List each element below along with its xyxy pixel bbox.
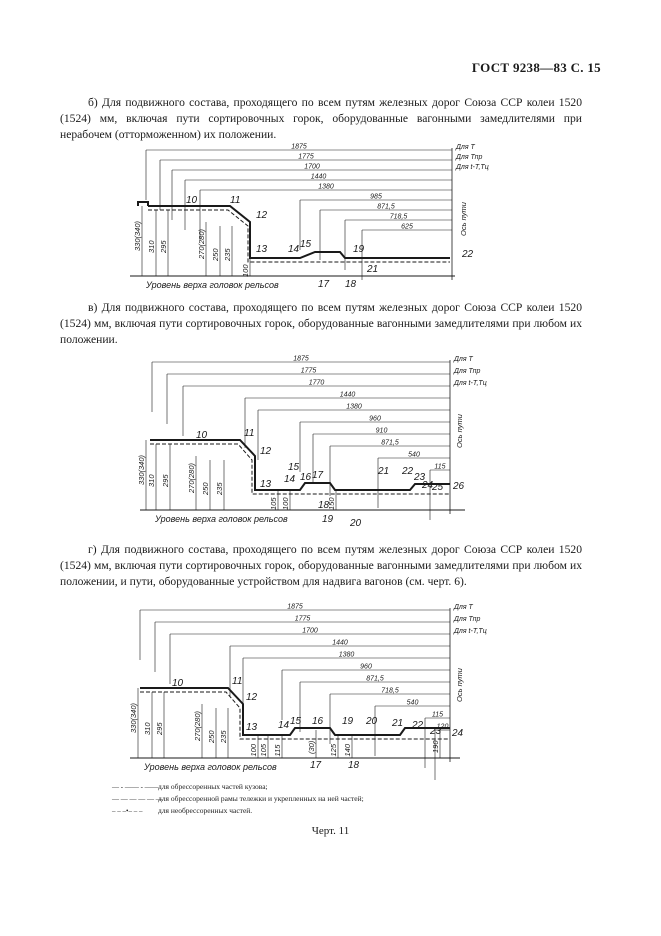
dimension-label: 1700 (304, 163, 320, 171)
vertical-dimension-label: 100 (281, 497, 290, 510)
point-label: 19 (342, 716, 354, 727)
point-label: 16 (300, 472, 312, 483)
vertical-dimension-label: 150 (327, 497, 336, 510)
point-label: 12 (246, 692, 258, 703)
point-label: 20 (350, 518, 362, 529)
vertical-dimension-label: 235 (215, 482, 224, 495)
point-label: 17 (312, 470, 324, 481)
vertical-dimension (327, 490, 336, 510)
vertical-dimension (259, 735, 268, 758)
dimension-lines-g (140, 604, 450, 781)
vertical-dimension (343, 735, 352, 758)
dimension-label: 540 (408, 451, 420, 459)
dimension-label: 1700 (302, 627, 318, 635)
point-label: 23 (430, 726, 442, 737)
vertical-dimension (143, 692, 152, 758)
vertical-dimension-label: 295 (159, 240, 168, 253)
vertical-dimension (155, 692, 164, 758)
dimension-label: 718,5 (389, 213, 408, 221)
vertical-dimension-label: 250 (201, 482, 210, 495)
vertical-dimension-label: 270(280) (187, 462, 196, 493)
vertical-dimension (207, 708, 216, 758)
vertical-dimension (197, 222, 206, 276)
dimension-label: 1775 (298, 153, 314, 161)
vertical-dimension-label: 270(280) (197, 228, 206, 259)
point-label: 17 (310, 760, 322, 771)
vertical-dimension (211, 226, 220, 276)
legend-row (112, 781, 364, 793)
ground-label-v: Уровень верха головок рельсов (155, 514, 288, 524)
point-label: 13 (246, 722, 258, 733)
legend (112, 781, 364, 817)
vertical-dimension-label: 105 (259, 743, 268, 757)
dimension-line (170, 628, 450, 685)
ground-label-g: Уровень верха головок рельсов (144, 762, 277, 772)
point-label: 22 (402, 466, 414, 477)
point-label: 11 (232, 676, 243, 687)
vertical-dimension-label: 310 (147, 474, 156, 487)
dimension-label: 985 (370, 193, 382, 201)
point-label: 14 (278, 720, 290, 731)
legend-row (112, 793, 364, 805)
vertical-dimension-label: 250 (211, 248, 220, 261)
point-label: 15 (288, 462, 300, 473)
dimension-line (243, 652, 450, 709)
dimension-label: 115 (434, 463, 446, 471)
vertical-dimension (147, 444, 156, 510)
vertical-dimension (193, 704, 202, 758)
dimension-label: 1875 (291, 143, 307, 151)
dimension-label: 871,5 (377, 203, 395, 211)
point-label: 11 (230, 195, 241, 206)
axis-label-v: Ось пути (455, 414, 464, 448)
dimension-label: 1440 (332, 639, 348, 647)
ground-label-b: Уровень верха головок рельсов (146, 280, 279, 290)
point-label: 26 (453, 481, 465, 492)
dimension-line (146, 144, 452, 201)
point-label: 10 (196, 430, 208, 441)
point-label: 19 (322, 514, 334, 525)
vertical-dimension (307, 730, 316, 758)
vertical-dimension (219, 708, 228, 758)
paragraph-v: в) Для подвижного состава, проходящего по всем путям железных дорог Союза ССР колеи 1520 (1524) мм, включая пути сортировочных горок, оборудованные вагонными замедлителями при любом их положении. (60, 301, 582, 346)
right-labels-b (455, 144, 489, 171)
vertical-dimension-label: 100 (241, 264, 250, 277)
vertical-dimension-label: 330(340) (137, 454, 146, 485)
point-label: 20 (366, 716, 378, 727)
paragraph-b: б) Для подвижного состава, проходящего по всем путям железных дорог Союза ССР колеи 1520 (1524) мм, включая пути сортировочных горок, оборудованные вагонными замедлителями при нерабочем (отторможенном) их положении. (60, 96, 582, 141)
dimension-label: 1775 (294, 615, 311, 623)
point-label: 24 (452, 728, 464, 739)
vertical-dimension (137, 440, 146, 510)
point-label: 18 (318, 500, 330, 511)
dimension-label: 871,5 (366, 675, 384, 683)
legend-text: для необрессоренных частей. (158, 806, 253, 815)
vertical-dimension-label: 295 (161, 474, 170, 487)
vertical-dimension (147, 210, 156, 276)
dimension-line (160, 154, 452, 211)
vertical-dimension-label: 115 (273, 744, 282, 757)
vertical-dimension-label: 310 (143, 722, 152, 735)
vertical-dimension (159, 210, 168, 276)
dimension-label: 960 (369, 415, 381, 423)
dimension-line (258, 404, 450, 461)
gauge-diagram-g (0, 600, 661, 770)
point-label: 14 (284, 474, 296, 485)
vertical-dimension (129, 688, 138, 758)
point-label: 16 (312, 716, 324, 727)
legend-text: для обрессоренной рамы тележки и укрепленных на ней частей; (158, 794, 364, 803)
dimension-label: 1770 (308, 379, 325, 387)
vertical-dimension-label: 190 (431, 740, 440, 753)
dimension-line (300, 194, 452, 251)
vertical-dimension-label: 270(280) (193, 710, 202, 741)
point-label: 22 (412, 720, 424, 731)
vertical-dimension-label: 310 (147, 240, 156, 253)
point-label: 15 (300, 239, 312, 250)
vertical-dimension (241, 258, 250, 277)
dimension-line (167, 368, 450, 425)
point-label: 18 (345, 279, 357, 290)
point-label: 21 (378, 466, 390, 477)
point-label: 10 (186, 195, 198, 206)
right-label: Для Тпр (454, 616, 481, 623)
dimension-label: 115 (431, 711, 444, 719)
point-label: 21 (392, 718, 404, 729)
axis-label-b: Ось пути (459, 202, 468, 236)
vertical-dimension-label: 235 (223, 248, 232, 261)
axis-label-g: Ось пути (455, 668, 464, 702)
dimension-label: 910 (375, 427, 388, 435)
point-label: 23 (414, 472, 426, 483)
vertical-dimension (201, 460, 210, 510)
dimension-line (152, 356, 450, 413)
dimension-label: 540 (406, 699, 419, 707)
vertical-dimension-label: 330(340) (133, 220, 142, 251)
right-label: Для Т (456, 144, 475, 151)
vertical-dimension-label: 330(340) (129, 702, 138, 733)
point-label: 17 (318, 279, 330, 290)
legend-line: – – –•– – – (112, 807, 143, 815)
point-label: 19 (353, 244, 365, 255)
right-label: Для t-Т,Тц (454, 628, 487, 635)
point-label: 12 (256, 210, 268, 221)
figure-caption: Черт. 11 (311, 825, 350, 837)
page-header: ГОСТ 9238—83 С. 15 (471, 60, 601, 75)
profile-outline-g (140, 688, 450, 735)
dimension-line (425, 712, 450, 769)
gauge-diagram-v (0, 350, 661, 530)
dimension-line (183, 380, 450, 437)
right-label: Для t-Т,Тц (454, 380, 487, 387)
vertical-dimension (223, 226, 232, 276)
point-label: 15 (290, 716, 302, 727)
dimension-lines-b (146, 144, 452, 281)
right-label: Для Т (454, 604, 473, 611)
point-label: 10 (172, 678, 184, 689)
right-labels-v (453, 356, 487, 387)
vertical-dimension (215, 460, 224, 510)
dimension-label: 625 (401, 223, 413, 231)
dimension-label: 120 (436, 723, 449, 731)
dimension-line (172, 164, 452, 221)
right-label: Для Т (454, 356, 473, 363)
dimension-label: 1440 (310, 173, 327, 181)
point-label: 13 (256, 244, 268, 255)
dimension-line (300, 416, 450, 473)
dimension-label: 1380 (346, 403, 362, 411)
point-label: 24 (422, 480, 434, 491)
point-label: 11 (244, 428, 255, 439)
vertical-dimension-label: 295 (155, 722, 164, 735)
gauge-diagram-b (0, 140, 661, 290)
vertical-dimension (249, 735, 258, 758)
dimension-label: 871,5 (381, 439, 399, 447)
right-label: Для Тпр (454, 368, 481, 375)
dimension-label: 1775 (300, 367, 317, 375)
legend-line: — - —— - —— (112, 783, 159, 791)
dimension-line (245, 392, 450, 449)
point-label: 14 (288, 244, 300, 255)
dimension-label: 1380 (338, 651, 355, 659)
paragraph-g: г) Для подвижного состава, проходящего по всем путям железных дорог Союза ССР колеи 1520 (1524) мм, включая пути сортировочных горок, оборудованные вагонными замедлителями при любом их положении, и пути, оборудованные устройством для надвига вагонов (см. черт. 6). (60, 543, 582, 588)
vertical-dimension (281, 490, 290, 510)
dimension-label: 1440 (339, 391, 356, 399)
point-label: 12 (260, 446, 272, 457)
legend-text: для обрессоренных частей кузова; (158, 782, 268, 791)
vertical-dimension (187, 456, 196, 510)
vertical-dims-b (133, 206, 250, 277)
legend-row (112, 805, 364, 817)
dimension-line (185, 174, 452, 231)
right-labels-g (453, 604, 487, 635)
vertical-dimension (273, 735, 282, 758)
dimension-label: 1875 (287, 603, 303, 611)
vertical-dimension (269, 490, 278, 510)
vertical-dimension (329, 735, 338, 758)
vertical-dimension-label: 125 (329, 743, 338, 757)
right-label: Для Тпр (456, 154, 483, 161)
vertical-dimension-label: 100 (249, 743, 258, 757)
vertical-dimension (133, 206, 142, 276)
dimension-label: 960 (360, 663, 372, 671)
legend-line: — — — — — — (112, 795, 163, 803)
dimension-line (140, 604, 450, 661)
dimension-label: 1380 (318, 183, 334, 191)
point-label: 21 (367, 264, 379, 275)
point-label: 18 (348, 760, 360, 771)
dimension-line (282, 664, 450, 721)
vertical-dimension-label: 105 (269, 497, 278, 510)
point-label: 22 (462, 249, 474, 260)
vertical-dimension (161, 444, 170, 510)
dimension-line (230, 640, 450, 697)
dimension-label: 718,5 (381, 687, 399, 695)
vertical-dimension-label: 250 (207, 730, 216, 743)
right-label: Для t-Т,Тц (456, 164, 489, 171)
point-label: 13 (260, 479, 272, 490)
dimension-line (155, 616, 450, 673)
point-label: 25 (432, 482, 444, 493)
dimension-label: 1875 (293, 355, 309, 363)
vertical-dimension-label: 235 (219, 730, 228, 743)
vertical-dimension-label: 140 (343, 743, 352, 757)
vertical-dimension-label: (30) (307, 740, 316, 754)
